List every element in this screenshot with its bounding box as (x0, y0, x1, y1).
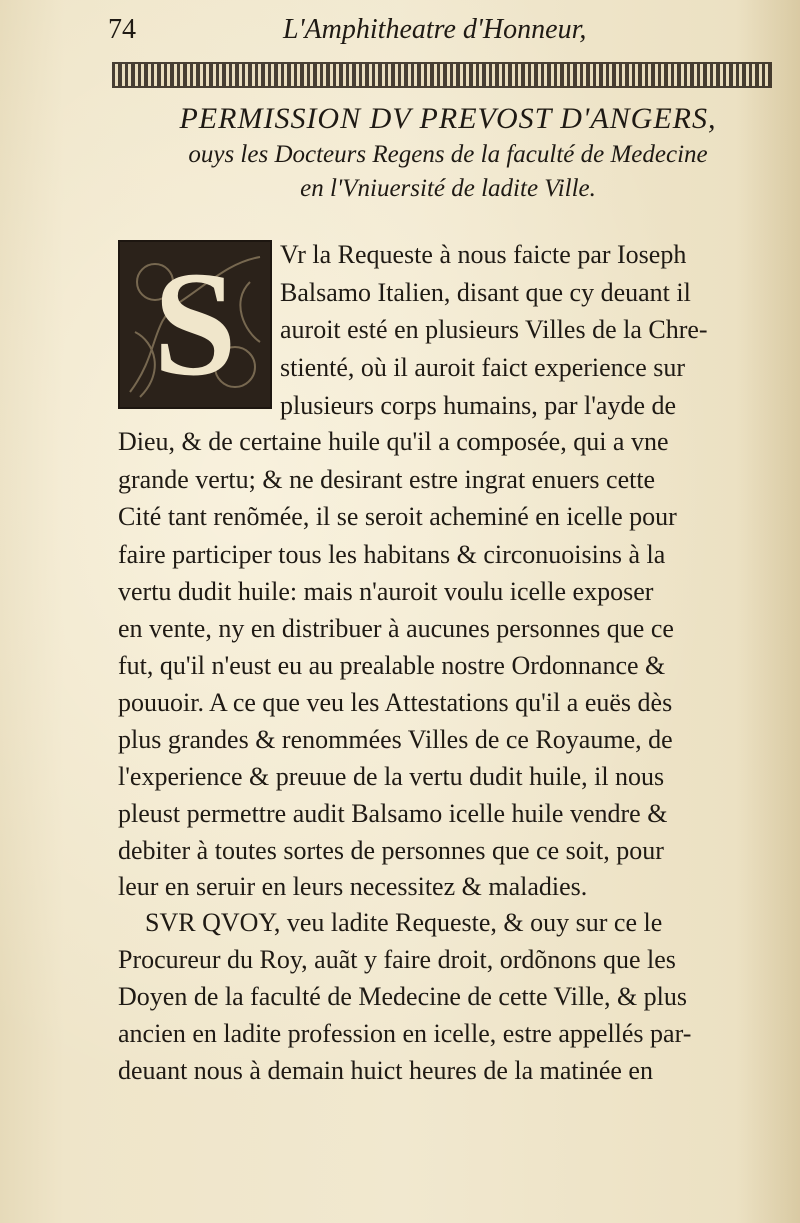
body-line: Dieu, & de certaine huile qu'il a composée, qui a vne (118, 427, 669, 456)
running-head (108, 14, 768, 54)
body-line: stienté, où il auroit faict experience sur (280, 353, 686, 382)
heading-subtitle-2: en l'Vniuersité de ladite Ville. (300, 175, 596, 202)
body-line: Procureur du Roy, auãt y faire droit, ordõnons que les (118, 945, 676, 974)
body-line: leur en seruir en leurs necessitez & maladies. (118, 872, 588, 901)
decorated-initial (118, 240, 272, 409)
body-line: plus grandes & renommées Villes de ce Royaume, de (118, 725, 673, 754)
body-line: Doyen de la faculté de Medecine de cette Ville, & plus (118, 982, 688, 1011)
decorative-ornament-band (112, 62, 772, 88)
body-line: deuant nous à demain huict heures de la matinée en (118, 1056, 653, 1085)
body-line: en vente, ny en distribuer à aucunes personnes que ce (118, 614, 674, 643)
body-line: auroit esté en plusieurs Villes de la Chre- (280, 315, 708, 344)
body-line: Vr la Requeste à nous faicte par Ioseph (280, 240, 687, 269)
body-line: fut, qu'il n'eust eu au prealable nostre Ordonnance & (118, 651, 666, 680)
body-line: pouuoir. A ce que veu les Attestations qu'il a euës dès (118, 688, 673, 717)
body-line: Balsamo Italien, disant que cy deuant il (280, 278, 691, 307)
body-line: SVR QVOY, veu ladite Requeste, & ouy sur ce le (145, 908, 663, 937)
section-heading (108, 100, 788, 206)
dropcap-letter: S (153, 241, 237, 407)
heading-main: PERMISSION DV PREVOST D'ANGERS, (179, 102, 717, 135)
body-line: ancien en ladite profession en icelle, estre appellés par- (118, 1019, 692, 1048)
page-number: 74 (108, 14, 136, 45)
body-line: faire participer tous les habitans & circonuoisins à la (118, 540, 666, 569)
body-line: grande vertu; & ne desirant estre ingrat enuers cette (118, 465, 656, 494)
body-line: Cité tant renõmée, il se seroit acheminé en icelle pour (118, 502, 677, 531)
body-line: l'experience & preuue de la vertu dudit huile, il nous (118, 762, 665, 791)
heading-subtitle-1: ouys les Docteurs Regens de la faculté de Medecine (188, 141, 708, 168)
body-line: vertu dudit huile: mais n'auroit voulu icelle exposer (118, 577, 654, 606)
running-title: L'Amphitheatre d'Honneur, (283, 14, 587, 45)
body-line: debiter à toutes sortes de personnes que ce soit, pour (118, 836, 664, 865)
body-line: plusieurs corps humains, par l'ayde de (280, 391, 677, 420)
body-line: pleust permettre audit Balsamo icelle huile vendre & (118, 799, 668, 828)
